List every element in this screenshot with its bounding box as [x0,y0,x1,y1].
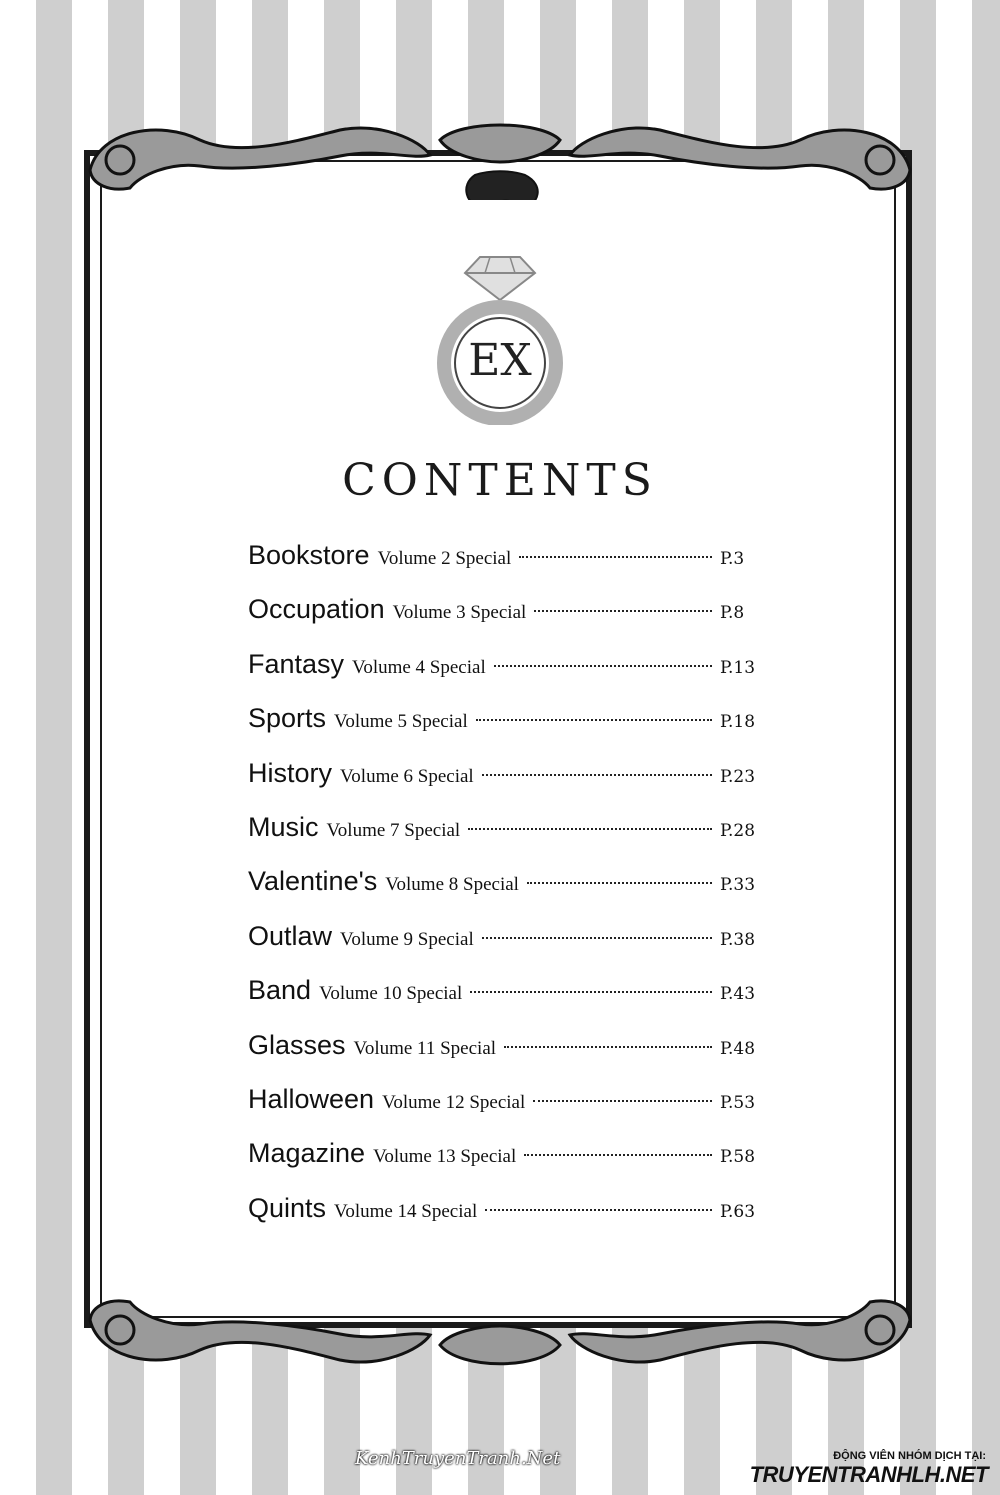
toc-title: Fantasy [248,648,345,679]
toc-page-number: P.18 [720,712,756,733]
toc-page-number: P.43 [720,984,756,1005]
toc-leader-dots [494,665,712,667]
toc-page-number: P.33 [720,875,756,896]
bottom-scroll-ornament [80,1290,920,1390]
table-of-contents [248,540,768,1247]
toc-subtitle: Volume 13 Special [373,1146,517,1168]
toc-row [248,703,768,757]
toc-row [248,921,768,975]
toc-subtitle: Volume 4 Special [352,656,486,678]
toc-title: Valentine's [248,866,378,897]
toc-leader-dots [482,937,712,939]
toc-leader-dots [524,1154,712,1156]
toc-subtitle: Volume 9 Special [340,928,474,950]
credit-caption: ĐỘNG VIÊN NHÓM DỊCH TẠI: [833,1450,986,1462]
toc-title: Band [248,975,312,1006]
toc-leader-dots [468,828,712,830]
toc-title: Quints [248,1192,327,1223]
toc-title: Glasses [248,1029,346,1060]
toc-subtitle: Volume 12 Special [382,1091,526,1113]
toc-leader-dots [519,556,712,558]
toc-row [248,649,768,703]
toc-subtitle: Volume 3 Special [392,602,527,624]
toc-page-number: P.48 [720,1038,756,1059]
toc-page-number: P.38 [720,929,756,950]
toc-title: Magazine [248,1138,366,1169]
toc-row [248,540,768,594]
toc-row [248,866,768,920]
badge-text: EX [468,335,532,386]
toc-page-number: P.28 [720,820,756,841]
toc-row [248,758,768,812]
toc-title: Outlaw [248,920,333,951]
toc-title: Bookstore [248,540,370,570]
toc-page-number: P.63 [720,1201,756,1222]
toc-subtitle: Volume 6 Special [340,765,474,787]
toc-page-number: P.3 [720,549,745,569]
toc-row [248,975,768,1029]
toc-title: History [248,757,333,788]
toc-page-number: P.23 [720,766,756,787]
toc-subtitle: Volume 10 Special [319,983,463,1005]
toc-leader-dots [527,882,712,884]
toc-leader-dots [485,1209,712,1211]
toc-title: Occupation [248,594,385,625]
toc-subtitle: Volume 11 Special [353,1037,497,1059]
toc-page-number: P.13 [720,657,756,678]
toc-leader-dots [504,1046,712,1048]
toc-row [248,1193,768,1247]
toc-page-number: P.8 [720,603,745,624]
toc-row [248,594,768,648]
toc-subtitle: Volume 5 Special [334,711,468,733]
toc-row [248,812,768,866]
toc-row [248,1030,768,1084]
toc-page-number: P.58 [720,1147,756,1168]
toc-row [248,1138,768,1192]
credit-site: TRUYENTRANHLH.NET [749,1462,988,1487]
watermark: KenhTruyenTranh.Net [355,1448,561,1469]
toc-subtitle: Volume 7 Special [326,819,461,841]
toc-subtitle: Volume 8 Special [385,874,519,896]
toc-title: Halloween [248,1083,375,1114]
toc-title: Music [248,811,319,842]
toc-leader-dots [476,719,712,721]
toc-page-number: P.53 [720,1092,756,1113]
toc-subtitle: Volume 2 Special [377,548,512,569]
toc-leader-dots [534,610,712,612]
toc-leader-dots [470,991,712,993]
toc-subtitle: Volume 14 Special [334,1200,478,1222]
toc-row [248,1084,768,1138]
toc-leader-dots [533,1100,712,1102]
toc-title: Sports [248,703,327,734]
top-scroll-ornament [80,100,920,200]
toc-leader-dots [482,774,712,776]
page-title: CONTENTS [342,455,658,506]
